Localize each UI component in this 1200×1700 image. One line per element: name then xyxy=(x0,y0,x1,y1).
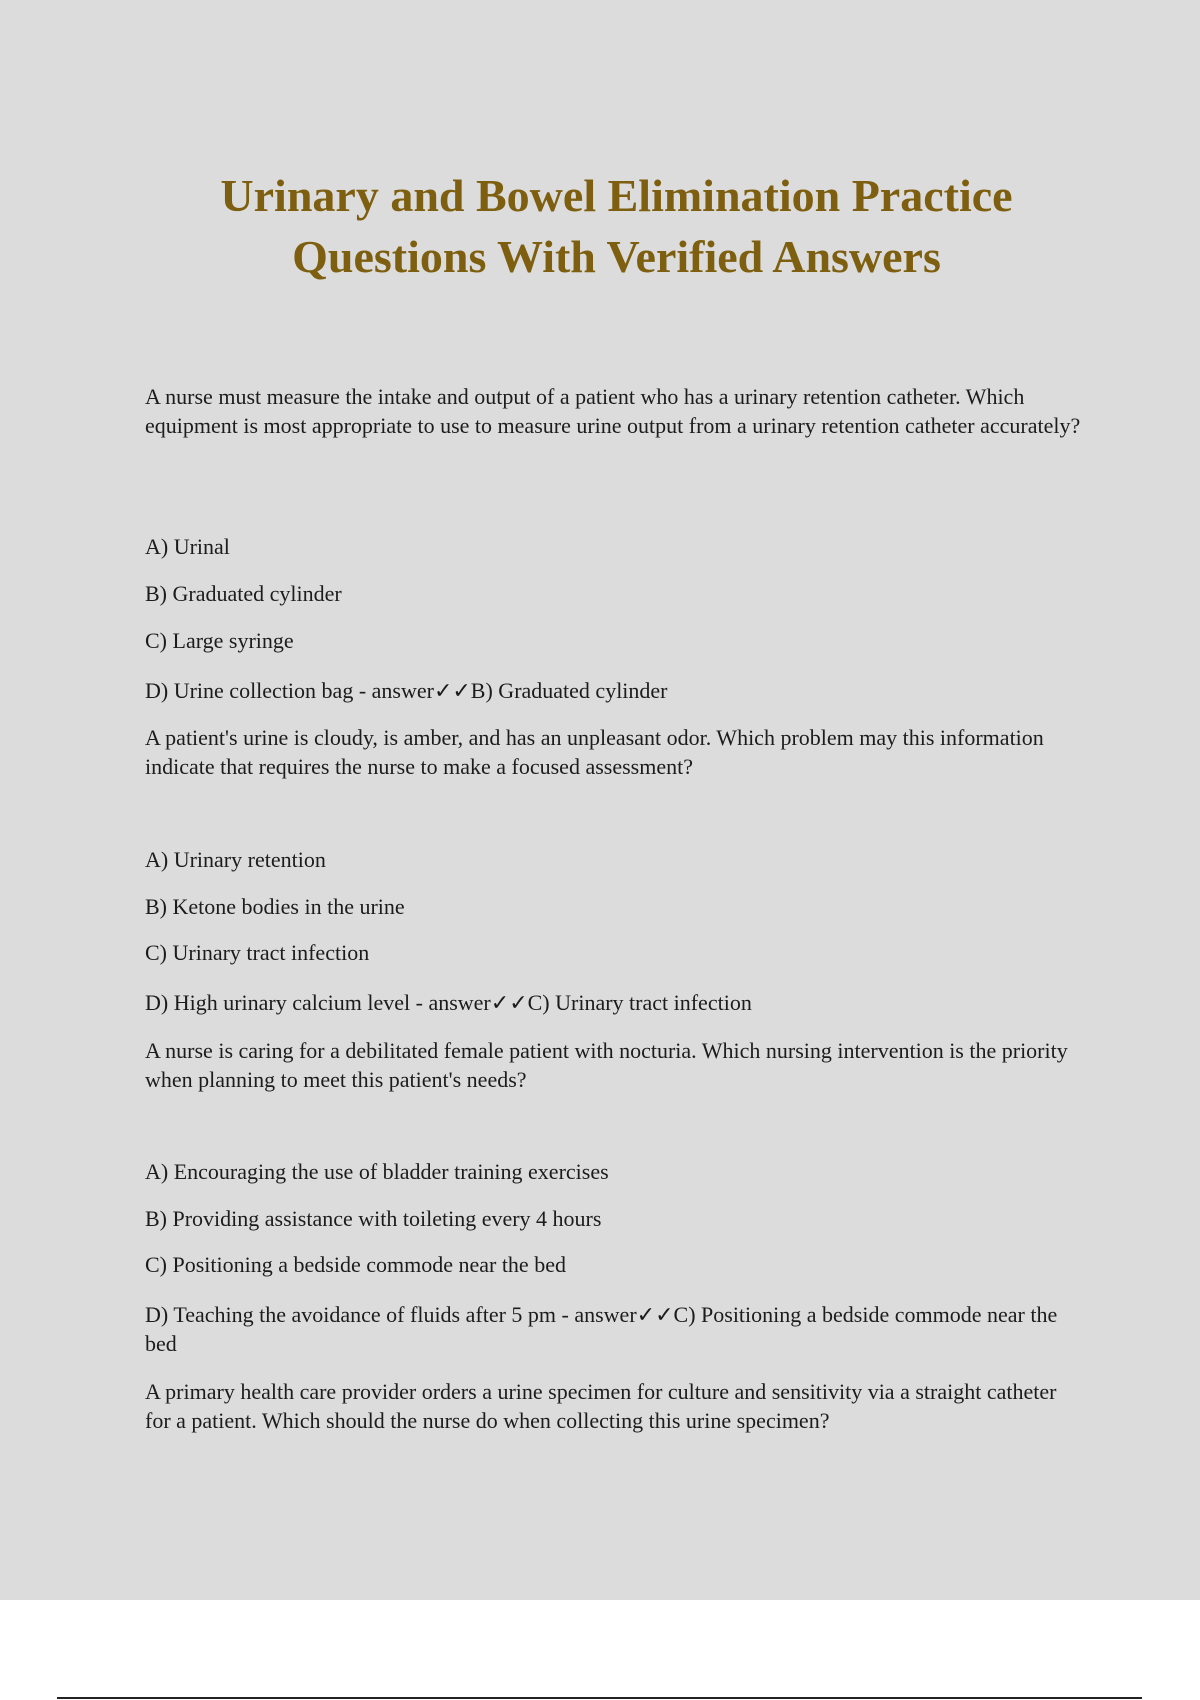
question-1-option-c: C) Large syringe xyxy=(145,628,294,653)
question-3-option-d-answer: D) Teaching the avoidance of fluids after 5 pm - answer✓✓C) Positioning a bedside commode near the bed xyxy=(145,1302,1058,1356)
question-4-stem: A primary health care provider orders a urine specimen for culture and sensitivity via a straight catheter for a patient. Which should the nurse do when collecting this urine specimen? xyxy=(145,1379,1057,1433)
question-3-option-a: A) Encouraging the use of bladder training exercises xyxy=(145,1159,609,1184)
question-2-option-d-answer: D) High urinary calcium level - answer✓✓C) Urinary tract infection xyxy=(145,990,752,1015)
question-2-option-b: B) Ketone bodies in the urine xyxy=(145,894,405,919)
footer-divider xyxy=(57,1697,1142,1699)
document-title xyxy=(0,165,1200,287)
question-1-option-d-answer: D) Urine collection bag - answer✓✓B) Graduated cylinder xyxy=(145,678,668,703)
question-2-stem: A patient's urine is cloudy, is amber, and has an unpleasant odor. Which problem may this information indicate that requires the nurse to make a focused assessment? xyxy=(145,725,1044,779)
question-1-stem: A nurse must measure the intake and output of a patient who has a urinary retention catheter. Which equipment is most appropriate to use to measure urine output from a urinary retention catheter accurately? xyxy=(145,384,1081,438)
question-3-option-b: B) Providing assistance with toileting every 4 hours xyxy=(145,1206,602,1231)
question-2-option-c: C) Urinary tract infection xyxy=(145,940,370,965)
question-1-option-a: A) Urinal xyxy=(145,534,230,559)
question-1-option-b: B) Graduated cylinder xyxy=(145,581,342,606)
title-line-2: Questions With Verified Answers xyxy=(292,231,941,282)
title-line-1: Urinary and Bowel Elimination Practice xyxy=(220,170,1013,221)
question-3-stem: A nurse is caring for a debilitated female patient with nocturia. Which nursing intervention is the priority when planning to meet this patient's needs? xyxy=(145,1038,1068,1092)
question-2-option-a: A) Urinary retention xyxy=(145,847,326,872)
question-3-option-c: C) Positioning a bedside commode near the bed xyxy=(145,1252,566,1277)
